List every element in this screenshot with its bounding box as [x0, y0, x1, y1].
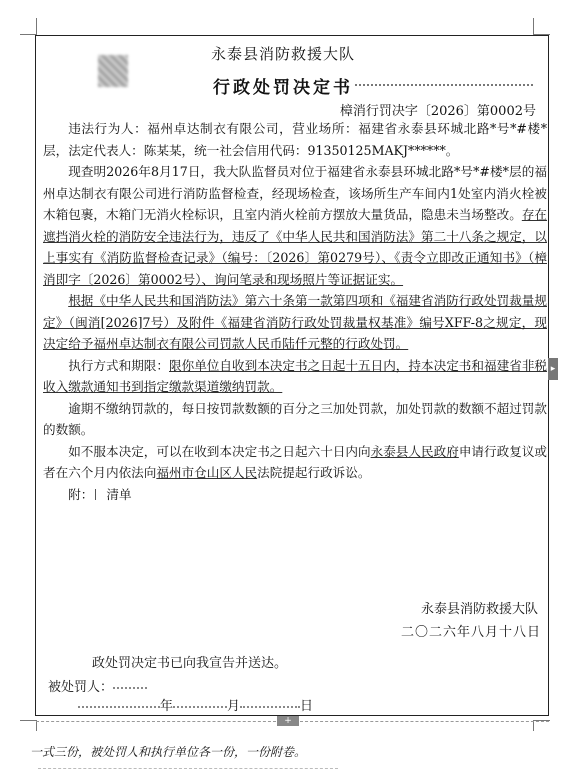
title-dotted-rule	[355, 84, 533, 86]
doc-title: 行政处罚决定书	[213, 78, 353, 98]
expand-handle-icon[interactable]: ▸	[548, 358, 558, 380]
org-header: 永泰县消防救援大队	[210, 45, 355, 63]
doc-number: 樟消行罚决字〔2026〕第0002号	[339, 104, 536, 119]
attachment-count-field[interactable]	[95, 489, 104, 500]
page-corner-mark	[533, 18, 550, 35]
facts-paragraph: 现查明2026年8月17日，我大队监督员对位于福建省永泰县环城北路*号*#楼*层的福州卓达制衣有限公司进行消防监督检查，经现场检查，该场所生产车间内1处室内消火栓被木箱包裹，木箱门无消火栓标识，且室内消火栓前方摆放大量货品，隐患未当场整改。存在遮挡消火栓的消防安全违法行为，违反了《中华人民共和国消防法》第二十八条之规定，以上事实有《消防监督检查记录》（编号：〔2026〕第0279号）、《责令立即改正通知书》（樟消即字〔2026〕第0002号）、询问笔录和现场照片等证据证实。	[43, 164, 548, 287]
signature-date: 二〇二六年八月十八日	[400, 625, 541, 640]
page-corner-mark	[20, 720, 37, 731]
attachment-line: 附： 清单	[68, 486, 132, 502]
late-fee-paragraph: 逾期不缴纳罚款的，每日按罚款数额的百分之三加处罚款，加处罚款的数额不超过罚款的数额。	[43, 400, 547, 437]
execution-paragraph: 执行方式和期限：限你单位自收到本决定书之日起十五日内，持本决定书和福建省非税收入缴款通知书到指定缴款渠道缴纳罚款。	[43, 357, 548, 394]
party-signature-field[interactable]: 被处罚人：	[48, 676, 147, 695]
party-paragraph: 违法行为人：福州卓达制衣有限公司，营业场所：福建省永泰县环城北路*号*#楼*层，法定代表人：陈某某，统一社会信用代码：91350125MAKJ******。	[43, 121, 547, 158]
footnote-rule	[38, 768, 338, 769]
page-break-line	[300, 721, 549, 722]
add-paragraph-icon[interactable]: +	[277, 716, 299, 726]
service-date-field[interactable]: 年 月 日	[78, 695, 313, 714]
page-corner-mark	[20, 18, 37, 35]
page-break-line	[36, 721, 276, 722]
basis-paragraph: 根据《中华人民共和国消防法》第六十条第一款第四项和《福建省消防行政处罚裁量规定》（闽消[2026]7号）及附件《福建省消防行政处罚裁量权基准》编号XFF-8之规定，现决定给予福州卓达制衣有限公司罚款人民币陆仟元整的行政处罚。	[43, 293, 547, 351]
signature-org: 永泰县消防救援大队	[420, 602, 538, 617]
copies-footnote: 一式三份，被处罚人和执行单位各一份，一份附卷。	[30, 745, 307, 759]
service-statement: 政处罚决定书已向我宣告并送达。	[92, 656, 288, 671]
document-body[interactable]	[43, 118, 547, 505]
appeal-paragraph: 如不服本决定，可以在收到本决定书之日起六十日内向永泰县人民政府申请行政复议或者在六个月内依法向福州市仓山区人民法院提起行政诉讼。	[43, 443, 548, 480]
